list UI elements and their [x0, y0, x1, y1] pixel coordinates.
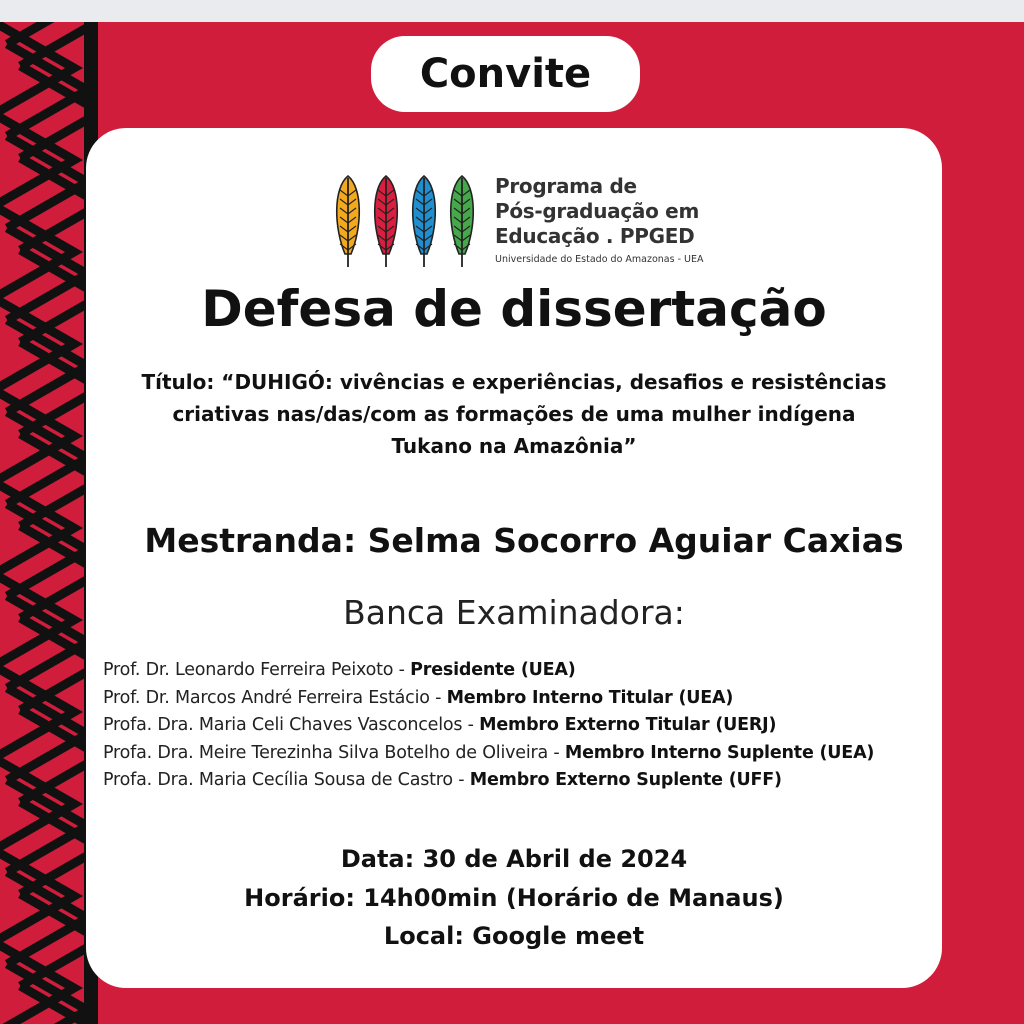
committee-member — [103, 740, 933, 768]
committee-member — [103, 685, 933, 713]
committee-member — [103, 767, 933, 795]
event-location: Local: Google meet — [383, 922, 645, 950]
title-line-2: criativas nas/das/com as formações de uma mulher indígena — [172, 402, 856, 426]
page-title: Defesa de dissertação — [201, 280, 827, 338]
member-role: Presidente (UEA) — [410, 660, 576, 680]
program-logo-text — [495, 174, 704, 266]
member-role: Membro Interno Suplente (UEA) — [564, 742, 875, 763]
dissertation-title — [106, 366, 922, 462]
zigzag-pattern — [0, 22, 98, 1024]
logo-line-2: Pós-graduação em — [495, 199, 699, 223]
feather-icon — [451, 176, 474, 267]
member-name: Prof. Dr. Marcos André Ferreira Estácio - — [103, 687, 447, 708]
member-name: Profa. Dra. Meire Terezinha Silva Botelho de Oliveira - — [103, 742, 565, 763]
feather-icon — [413, 176, 436, 267]
logo-line-3: Educação . PPGED — [495, 224, 695, 248]
member-name: Prof. Dr. Leonardo Ferreira Peixoto - — [103, 660, 411, 680]
logo-line-1: Programa de — [495, 174, 637, 198]
logo-university-subtitle: Universidade do Estado do Amazonas - UEA — [495, 254, 704, 265]
member-name: Profa. Dra. Maria Cecília Sousa de Castro - — [103, 770, 470, 790]
member-role: Membro Externo Titular (UERJ) — [479, 715, 777, 735]
event-info — [86, 840, 942, 956]
committee-member — [103, 712, 933, 740]
feather-icon — [337, 176, 360, 267]
top-strip — [0, 0, 1024, 22]
invite-pill-label: Convite — [371, 36, 640, 112]
member-name: Profa. Dra. Maria Celi Chaves Vasconcelos - — [103, 715, 480, 735]
committee-list — [103, 657, 933, 795]
student-name: Mestranda: Selma Socorro Aguiar Caxias — [144, 521, 904, 560]
title-line-3: Tukano na Amazônia” — [391, 434, 637, 458]
feather-icon — [375, 176, 398, 267]
event-date: Data: 30 de Abril de 2024 — [340, 845, 688, 873]
event-time: Horário: 14h00min (Horário de Manaus) — [244, 883, 784, 912]
committee-member — [103, 657, 933, 685]
title-line-1: Título: “DUHIGÓ: vivências e experiências, desafios e resistências — [141, 370, 887, 394]
member-role: Membro Interno Titular (UEA) — [446, 687, 734, 708]
committee-heading: Banca Examinadora: — [343, 593, 685, 632]
member-role: Membro Externo Suplente (UFF) — [469, 770, 782, 790]
